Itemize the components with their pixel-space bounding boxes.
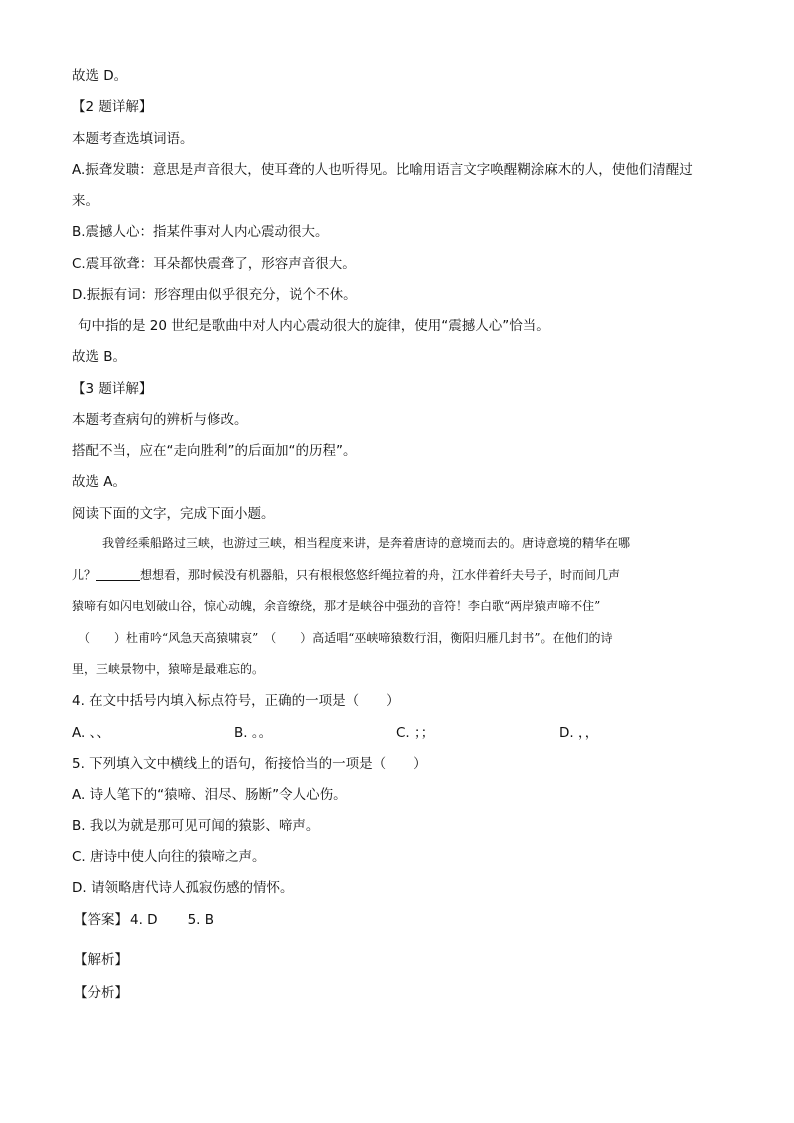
q4-option-c: C. ；； — [396, 725, 435, 741]
passage-line: 里，三峡景物中，猿啼是最难忘的。 — [72, 662, 265, 676]
question-5-stem: 5. 下列填入文中横线上的语句，衔接恰当的一项是（ ） — [72, 756, 427, 772]
answer-5: 5. B — [187, 912, 215, 928]
line-text: A.振聋发聩：意思是声音很大，使耳聋的人也听得见。比喻用语言文字唤醒糊涂麻木的人，使他们清醒过 — [72, 162, 693, 178]
line-text: 句中指的是 20 世纪是歌曲中对人内心震动很大的旋律，使用“震撼人心”恰当。 — [78, 318, 550, 334]
line-text: C.震耳欲聋：耳朵都快震聋了，形容声音很大。 — [72, 256, 356, 272]
q4-option-a: A. 、、 — [72, 725, 110, 741]
line-text: 阅读下面的文字，完成下面小题。 — [72, 506, 275, 522]
line-text: 本题考查选填词语。 — [72, 131, 194, 147]
line-text: 故选 D。 — [72, 68, 128, 84]
passage-text: 儿？ — [72, 567, 97, 582]
line-text: 来。 — [72, 193, 99, 209]
q4-option-d: D. ，， — [559, 725, 599, 741]
line-text: 故选 B。 — [72, 349, 127, 365]
reading-passage — [72, 528, 722, 686]
fill-blank — [96, 568, 140, 581]
analysis-heading: 【解析】 — [74, 952, 128, 968]
line-text: D.振振有词：形容理由似乎很充分，说个不休。 — [72, 287, 357, 303]
q5-option-a: A. 诗人笔下的“猿啼、泪尽、肠断”令人心伤。 — [72, 787, 347, 803]
passage-line: （ ）杜甫吟“风急天高猿啸哀” （ ）高适唱“巫峡啼猿数行泪，衡阳归雁几封书”。在他们的诗 — [78, 630, 613, 645]
q5-option-d: D. 请领略唐代诗人孤寂伤感的情怀。 — [72, 880, 294, 896]
passage-line — [72, 560, 722, 592]
q5-option-b: B. 我以为就是那可见可闻的猿影、啼声。 — [72, 818, 320, 834]
section-heading: 【3 题详解】 — [72, 381, 153, 397]
line-text: 本题考查病句的辨析与修改。 — [72, 412, 248, 428]
line-text: 故选 A。 — [72, 474, 127, 490]
line-text: B.震撼人心：指某件事对人内心震动很大。 — [72, 224, 329, 240]
answer-4: 4. D — [130, 912, 158, 928]
analysis-subheading: 【分析】 — [74, 985, 128, 1001]
answer-line — [74, 911, 214, 929]
q4-option-b: B. 。。 — [234, 725, 273, 741]
question-4-stem: 4. 在文中括号内填入标点符号，正确的一项是（ ） — [72, 693, 400, 709]
q5-option-c: C. 唐诗中使人向往的猿啼之声。 — [72, 849, 266, 865]
answer-tag: 【答案】 — [74, 912, 128, 928]
passage-line: 我曾经乘船路过三峡，也游过三峡，相当程度来讲，是奔着唐诗的意境而去的。唐诗意境的精华在哪 — [102, 536, 631, 550]
section-heading: 【2 题详解】 — [72, 99, 153, 115]
passage-text: 想想看，那时候没有机器船，只有根根悠悠纤绳拉着的舟，江水伴着纤夫号子，时而间几声 — [140, 567, 621, 582]
passage-line: 猿啼有如闪电划破山谷，惊心动魄，余音缭绕，那才是峡谷中强劲的音符！李白歌“两岸猿声啼不住” — [72, 599, 601, 613]
line-text: 搭配不当，应在“走向胜利”的后面加“的历程”。 — [72, 443, 357, 459]
